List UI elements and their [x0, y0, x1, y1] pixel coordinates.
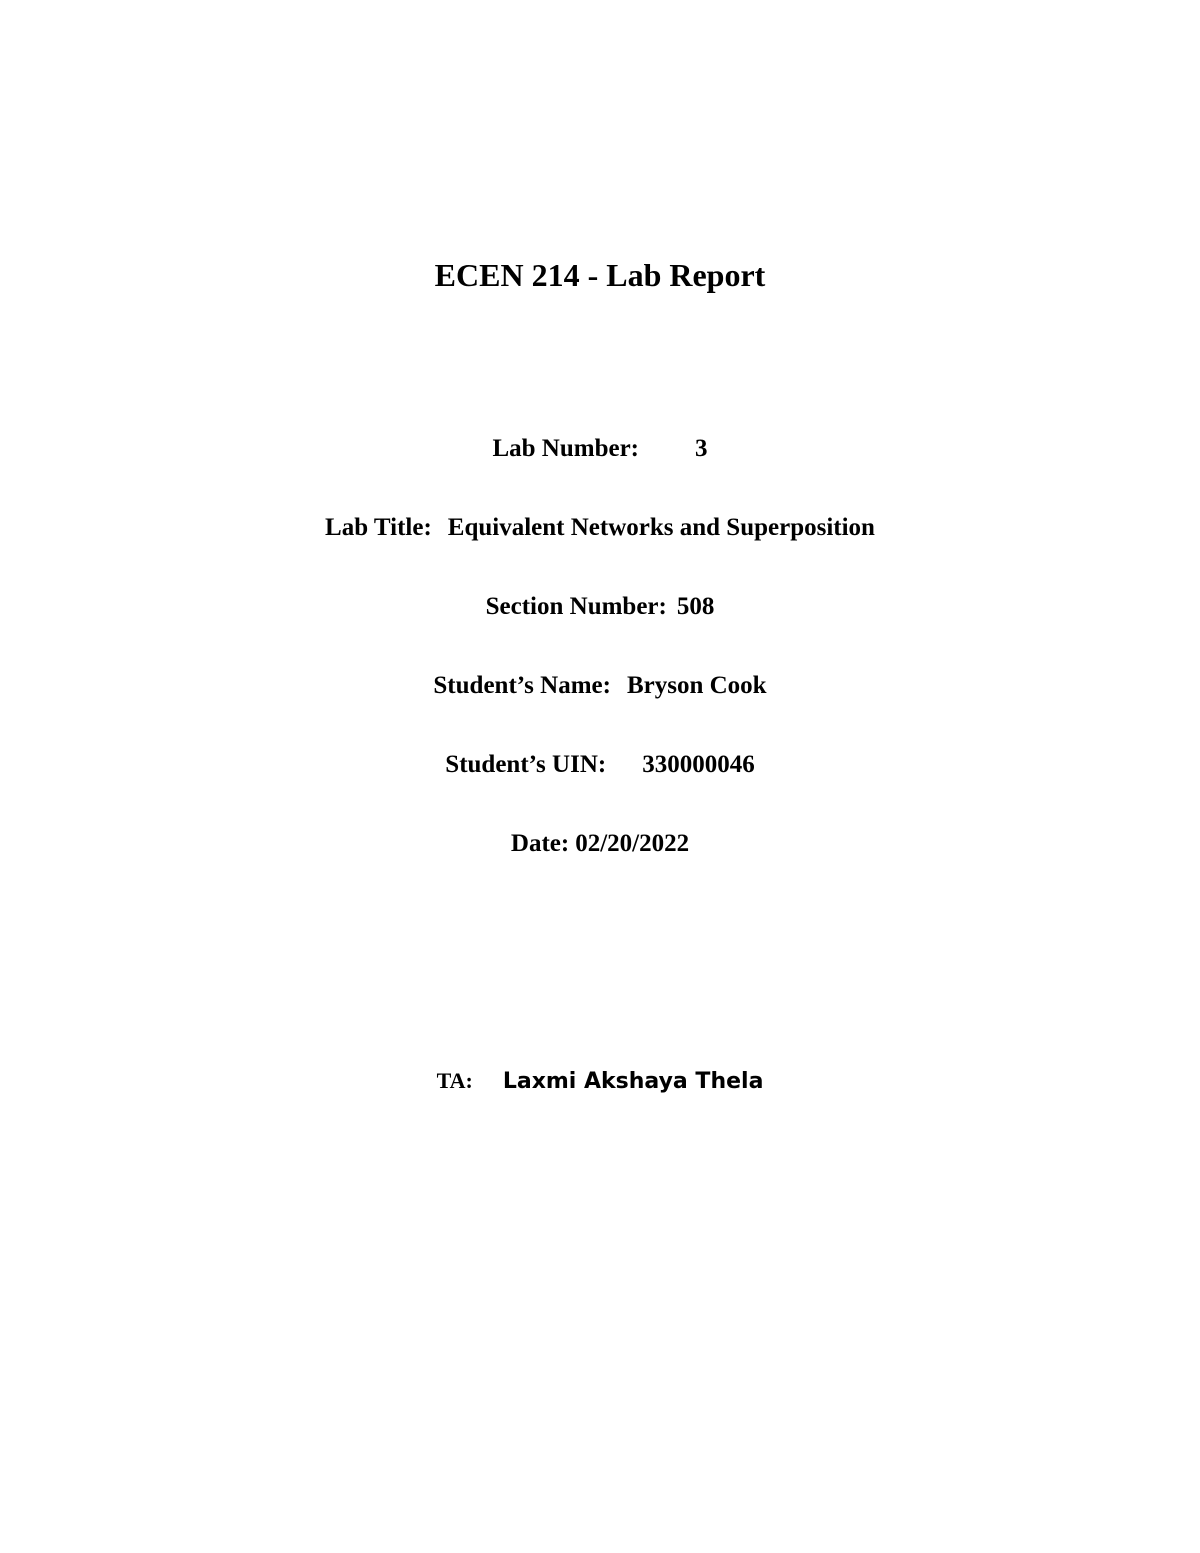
lab-title-value: Equivalent Networks and Superposition — [447, 514, 875, 541]
date-value: 02/20/2022 — [575, 830, 690, 857]
section-number-row — [0, 590, 1200, 624]
student-name-row — [0, 669, 1200, 703]
student-uin-label: Student’s UIN: — [445, 751, 607, 778]
section-number-value: 508 — [676, 593, 715, 620]
report-title: ECEN 214 - Lab Report — [434, 257, 766, 293]
section-number-label: Section Number: — [485, 593, 667, 620]
ta-label: TA: — [436, 1068, 473, 1093]
student-uin-row — [0, 748, 1200, 782]
lab-title-row — [0, 511, 1200, 545]
lab-title-label: Lab Title: — [325, 514, 432, 541]
student-name-label: Student’s Name: — [433, 672, 611, 699]
lab-number-row — [0, 432, 1200, 466]
lab-number-value: 3 — [695, 435, 708, 462]
student-name-value: Bryson Cook — [626, 672, 767, 699]
student-uin-value: 330000046 — [642, 751, 755, 778]
ta-name: Laxmi Akshaya Thela — [502, 1069, 764, 1094]
ta-row — [0, 1064, 1200, 1099]
lab-number-label: Lab Number: — [492, 435, 640, 462]
date-row — [0, 827, 1200, 861]
date-label: Date: — [510, 830, 570, 857]
